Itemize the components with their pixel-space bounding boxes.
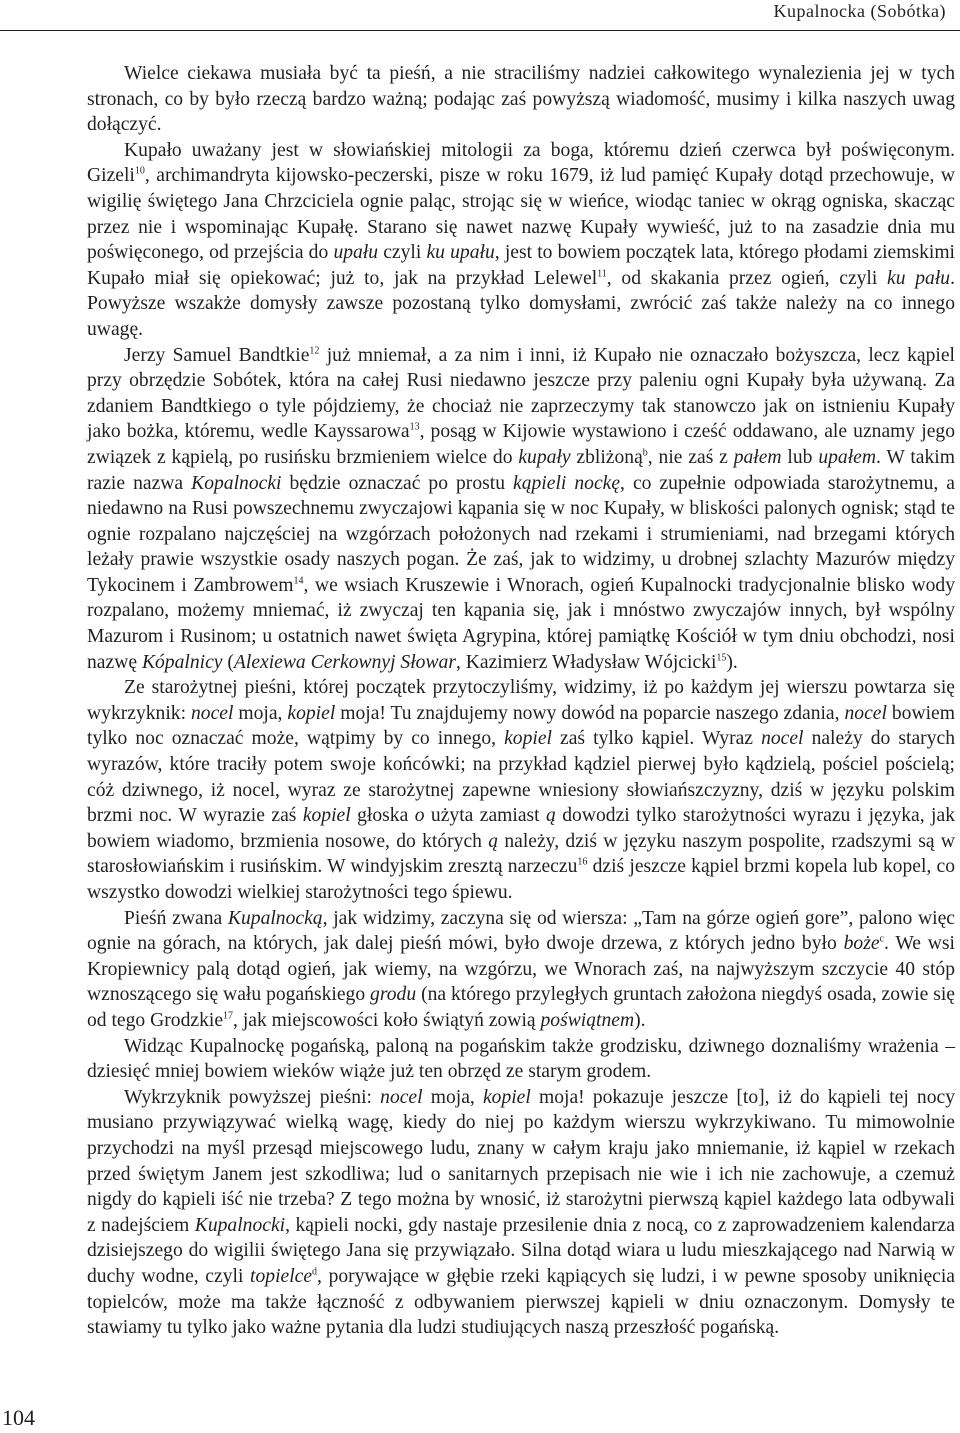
text-run: dziś jeszcze kąpiel brzmi kopela lub kopel, co wszystko dowodzi wielkiej starożytności tego śpiewu. <box>87 856 955 903</box>
text-run: , co zupełnie odpowiada starożytnemu, a niedawno na Rusi powszechnemu zwyczajowi kąpania się w noc Kupały, w bliskości palonych ognisk; stąd te ognie rozpalano najczęściej na wzgórzach położonych nad rzekami i strumieniami, nad brzegami których leżały prawie wszystkie osady naszych pogan. Że zaś, jak to widzimy, u drobnej szlachty Mazurów między Tykocinem i Zambrowem <box>87 472 955 596</box>
italic-term: kąpieli nockę <box>513 472 621 494</box>
paragraph <box>87 61 955 138</box>
italic-term: Kupalnocką <box>227 907 323 929</box>
italic-term: kopiel <box>504 728 552 750</box>
text-run: dowodzi tylko starożytności wyrazu i języka, jak bowiem wiadomo, brzmienia nosowe, do których <box>87 805 955 852</box>
text-run: , nie zaś z <box>647 446 734 468</box>
italic-term: ku pału <box>887 267 951 289</box>
running-header <box>0 0 960 31</box>
text-run: Jerzy Samuel Bandtkie <box>124 344 310 366</box>
italic-term: kopiel <box>302 805 351 827</box>
text-run: moja! Tu znajdujemy nowy dowód na poparcie naszego zdania, <box>335 702 845 724</box>
italic-term: upałem <box>818 446 876 468</box>
text-run: Wykrzyknik powyższej pieśni: <box>124 1086 381 1108</box>
paragraph <box>87 343 955 676</box>
text-run: bowiem tylko noc oznaczać może, wątpimy by co innego, <box>87 702 955 750</box>
italic-term: Alexiewa Cerkownyj Słowar <box>233 651 456 673</box>
text-run: , jest to bowiem początek lata, którego płodami ziemskimi Kupało miał się opiekować; już to, jak na przykład Lelewel <box>87 242 956 289</box>
italic-term: kopiel <box>482 1086 531 1108</box>
text-run: . We wsi Kropiewnicy palą dotąd ogień, jak wiemy, na wzgórzu, we Wnorach zaś, na najwyższym szczycie 40 stóp wznoszącego się wału pogańskiego <box>87 933 955 1006</box>
italic-term: boże <box>843 933 880 955</box>
paragraph <box>87 1085 955 1341</box>
footnote-marker: c <box>879 933 884 945</box>
footnote-marker: d <box>312 1266 318 1278</box>
text-run: Ze starożytnej pieśni, której początek przytoczyliśmy, widzimy, iż po każdym jej wierszu powtarza się wykrzyknik: <box>87 677 955 724</box>
text-run: , porywające w głębie rzeki kąpiących się ludzi, i w pewne sposoby uniknięcia topielców, może ma także łączność z odbywaniem pierwszej kąpieli w dniu oznaczonym. Domysły te stawiamy tu tylko jako ważne pytania dla ludzi studiujących naszą przeszłość pogańską. <box>87 1265 955 1339</box>
italic-term: Kópalnicy <box>141 651 223 673</box>
text-run: należy, dziś w języku naszym pospolite, rzadszymi są w starosłowiańskim i rusińskim. W windyjskim zresztą narzeczu <box>87 830 955 878</box>
paragraph <box>87 138 955 343</box>
text-run: , we wsiach Kruszewie i Wnorach, ogień Kupalnocki tradycjonalnie blisko wody rozpalano, możemy mniemać, iż zwyczaj ten kąpania się, jak i mnóstwo zwyczajów innych, był wspólny Mazurom i Rusinom; u ostatnich nawet święta Agrypina, której pamiątkę Kościół w tym dniu obchodzi, nosi nazwę <box>87 574 956 673</box>
footnote-marker: 11 <box>597 268 607 280</box>
italic-term: nocel <box>380 1086 423 1108</box>
text-run: będzie oznaczać po prostu <box>281 472 514 494</box>
text-run: należy do starych wyrazów, które traciły potem swoje końcówki; na przykład kądziel pierwej było kądzielą, pościel pościelą; cóż dziwnego, iż nocel, wyraz ze starożytnej zapewne wniesiony słowiańszczyzny, dziś w języku polskim brzmi noc. W wyrazie zaś <box>87 728 956 827</box>
text-run: Widząc Kupalnockę pogańską, paloną na pogańskim także grodzisku, dziwnego doznaliśmy wrażenia – dziesięć mniej bowiem wieków wiąże już ten obrzęd ze starym grodem. <box>87 1035 955 1083</box>
text-run: moja, <box>233 702 288 724</box>
text-run: czyli <box>378 242 427 264</box>
text-run: lub <box>781 446 819 468</box>
italic-term: nocel <box>761 728 804 750</box>
text-run: ). <box>726 651 738 673</box>
italic-term: poświątnem <box>540 1009 635 1031</box>
italic-term: upału <box>333 242 379 264</box>
text-run: , Kazimierz Władysław Wójcicki <box>455 651 717 673</box>
text-run: , posąg w Kijowie wystawiono i cześć oddawano, ale uznamy jego związek z kąpielą, po rusińsku brzmieniem wielce do <box>87 421 956 468</box>
text-run: zbliżoną <box>570 446 643 468</box>
paragraph <box>87 906 955 1034</box>
footnote-marker: 15 <box>716 652 727 664</box>
body-text <box>87 61 955 1341</box>
italic-term: Kupalnocki <box>194 1214 286 1236</box>
text-run: użyta zamiast <box>424 805 547 827</box>
italic-term: ku upału <box>426 242 495 264</box>
text-run: ). <box>634 1009 646 1031</box>
footnote-marker: b <box>642 447 648 459</box>
footnote-marker: 17 <box>223 1010 234 1022</box>
italic-term: nocel <box>844 702 887 724</box>
footnote-marker: 12 <box>309 345 320 356</box>
italic-term: kupały <box>518 446 571 468</box>
text-run: Kupało uważany jest w słowiańskiej mitologii za boga, któremu dzień czerwca był poświęconym. Gizeli <box>87 139 955 187</box>
text-run: , jak widzimy, zaczyna się od wiersza: „Tam na górze ogień gore”, palono więc ognie na górach, na których, jak dalej pieśń mówi, było dwoje drzewa, z których jedno było <box>87 907 955 955</box>
running-header-title: Kupalnocka (Sobótka) <box>773 1 946 21</box>
text-run: (na którego przyległych gruntach założona niegdyś osada, zowie się od tego Grodzkie <box>87 984 955 1031</box>
text-run: ( <box>222 651 234 673</box>
paragraph <box>87 1034 955 1085</box>
text-run: , archimandryta kijowsko-peczerski, pisze w roku 1679, iż lud pamięć Kupały dotąd przechowuje, w wigilię świętego Jana Chrzciciela ognie paląc, strojąc się w wieńce, wiodąc taniec w okrąg ogniska, skacząc przez nie i wspominając Kupałę. Starano się nawet nazwę Kupały wywieść, już to na zasadzie dnia mu poświęconego, od przejścia do <box>87 165 955 264</box>
italic-term: nocel <box>190 702 234 724</box>
footnote-marker: 10 <box>134 165 145 177</box>
text-run: moja! pokazuje jeszcze [to], iż do kąpieli tej nocy musiano przywiązywać wielką wagę, kiedy do niej po każdym wierszu wykrzykiwano. Tu mimowolnie przychodzi na myśl przesąd miejscowego ludu, znany w całym kraju jako mniemanie, iż kąpiel w rzekach przed świętym Janem jest szkodliwa; lud o sanitarnych przepisach nie wie i ich nie zachowuje, a czemuż nigdy do kąpieli iść nie trzeba? Z tego można by wnosić, iż starożytni pierwszą kąpiel każdego lata odbywali z nadejściem <box>87 1086 956 1236</box>
text-run: zaś tylko kąpiel. Wyraz <box>551 728 762 750</box>
text-run: już mniemał, a za nim i inni, iż Kupało nie oznaczało bożyszcza, lecz kąpiel przy obrzędzie Sobótek, która na całej Rusi niedawno jeszcze przy paleniu ogni Kupały była używaną. Za zdaniem Bandtkiego o tyle pójdziemy, że chociaż nie zaprzeczymy tak stanowczo jak on istnieniu Kupały jako bożka, któremu, wedle Kayssarowa <box>87 344 956 443</box>
text-run: Wielce ciekawa musiała być ta pieśń, a nie straciliśmy nadziei całkowitego wynalezienia jej w tych stronach, co by było rzeczą bardzo ważną; podając zaś powyższą wiadomość, musimy i kilka naszych uwag dołączyć. <box>87 63 955 136</box>
paragraph <box>87 675 955 905</box>
footnote-marker: 14 <box>293 575 304 587</box>
footnote-marker: 13 <box>409 421 420 433</box>
italic-term: topielce <box>250 1265 313 1287</box>
text-run: moja, <box>422 1086 483 1108</box>
italic-term: pałem <box>733 446 782 468</box>
text-run: , kąpieli nocki, gdy nastaje przesilenie dnia z nocą, co z zaprowadzeniem kalendarza dzisiejszego do wigilii świętego Jana się przywiązało. Silna dotąd wiara u ludu mieszkającego nad Narwią w duchy wodne, czyli <box>87 1214 955 1287</box>
text-run: . Powyższe wszakże domysły zawsze pozostaną tylko domysłami, zwrócić zaś także należy na co innego uwagę. <box>87 267 955 340</box>
text-run: Pieśń zwana <box>124 907 228 929</box>
text-run: , od skakania przez ogień, czyli <box>606 267 888 289</box>
italic-term: o <box>414 805 425 827</box>
italic-term: ą <box>488 830 499 852</box>
text-run: . W takim razie nazwa <box>87 446 955 494</box>
text-run: głoska <box>350 805 415 827</box>
italic-term: ą <box>546 805 556 827</box>
page-number: 104 <box>2 1405 35 1430</box>
footnote-marker: 16 <box>577 856 588 868</box>
text-run: , jak miejscowości koło świątyń zowią <box>233 1009 541 1031</box>
italic-term: kopiel <box>287 702 336 724</box>
italic-term: grodu <box>370 984 417 1006</box>
italic-term: Kopalnocki <box>191 472 282 494</box>
